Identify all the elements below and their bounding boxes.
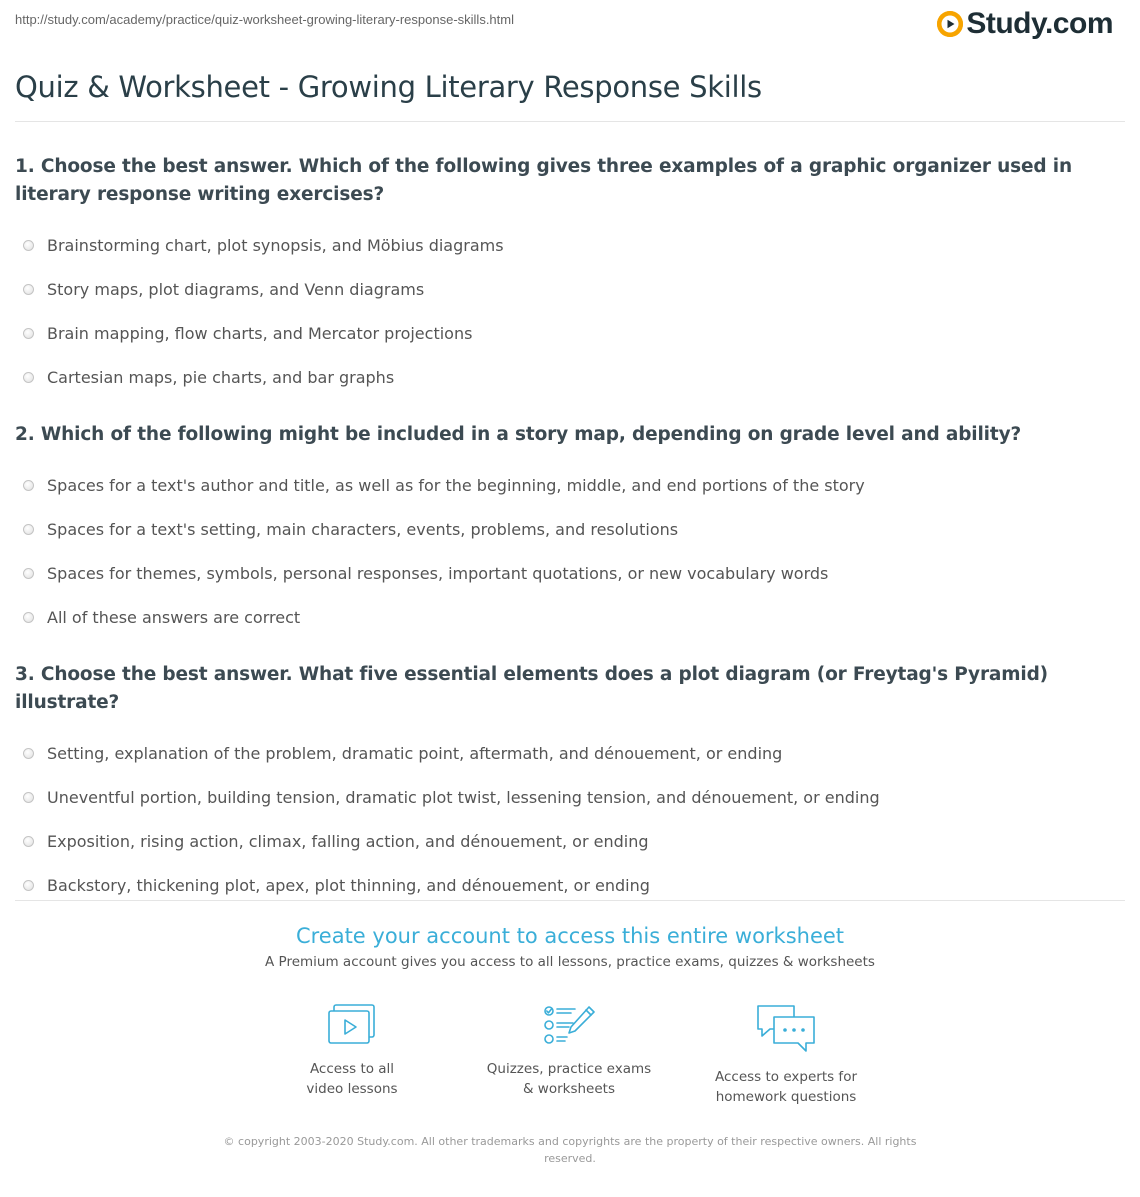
answer-option[interactable] [15, 551, 1115, 595]
radio-button[interactable] [23, 836, 34, 847]
feature-video-lessons [252, 1003, 452, 1099]
answer-option[interactable] [15, 311, 1115, 355]
play-circle-icon [937, 11, 963, 37]
title-divider [15, 121, 1125, 122]
radio-button[interactable] [23, 880, 34, 891]
question-text: 3. Choose the best answer. What five essential elements does a plot diagram (or Freytag's Pyramid) illustrate? [15, 664, 1048, 713]
question-1 [15, 153, 1115, 399]
answer-list [15, 223, 1115, 399]
copyright-line: © copyright 2003-2020 Study.com. All other trademarks and copyrights are the property of their respective owners. All rights [223, 1135, 917, 1148]
question-text: 1. Choose the best answer. Which of the following gives three examples of a graphic organizer used in literary response writing exercises? [15, 156, 1072, 205]
radio-button[interactable] [23, 524, 34, 535]
answer-option[interactable] [15, 463, 1115, 507]
radio-button[interactable] [23, 480, 34, 491]
copyright-notice [0, 1133, 1140, 1167]
radio-button[interactable] [23, 372, 34, 383]
answer-list [15, 463, 1115, 639]
create-account-link[interactable]: Create your account to access this entire worksheet [295, 924, 845, 948]
study-logo[interactable] [937, 7, 1113, 41]
chat-bubbles-icon [686, 1003, 886, 1055]
answer-label: Story maps, plot diagrams, and Venn diagrams [47, 279, 425, 299]
answer-option[interactable] [15, 355, 1115, 399]
page-title: Quiz & Worksheet - Growing Literary Response Skills [15, 70, 762, 104]
copyright-line: reserved. [544, 1152, 596, 1165]
question-3 [15, 661, 1115, 907]
feature-label: Access to all video lessons [306, 1061, 398, 1097]
answer-label: Uneventful portion, building tension, dramatic plot twist, lessening tension, and dénouement, or ending [47, 787, 880, 807]
radio-button[interactable] [23, 328, 34, 339]
answer-option[interactable] [15, 267, 1115, 311]
premium-features [0, 1003, 1140, 1113]
answer-label: All of these answers are correct [47, 607, 301, 627]
answer-option[interactable] [15, 223, 1115, 267]
answer-label: Brainstorming chart, plot synopsis, and Möbius diagrams [47, 235, 504, 255]
video-lessons-icon [252, 1003, 452, 1047]
feature-quizzes [469, 1003, 669, 1099]
page-url: http://study.com/academy/practice/quiz-worksheet-growing-literary-response-skills.html [15, 12, 514, 27]
answer-label: Backstory, thickening plot, apex, plot thinning, and dénouement, or ending [47, 875, 650, 895]
answer-label: Spaces for a text's author and title, as well as for the beginning, middle, and end portions of the story [47, 475, 865, 495]
answer-list [15, 731, 1115, 907]
answer-label: Spaces for themes, symbols, personal responses, important quotations, or new vocabulary words [47, 563, 829, 583]
radio-button[interactable] [23, 568, 34, 579]
feature-label: Quizzes, practice exams & worksheets [486, 1061, 652, 1097]
question-2 [15, 421, 1115, 639]
radio-button[interactable] [23, 284, 34, 295]
answer-option[interactable] [15, 595, 1115, 639]
cta-subtitle: A Premium account gives you access to all lessons, practice exams, quizzes & worksheets [265, 954, 875, 970]
feature-experts [686, 1003, 886, 1107]
radio-button[interactable] [23, 792, 34, 803]
answer-option[interactable] [15, 775, 1115, 819]
answer-label: Setting, explanation of the problem, dramatic point, aftermath, and dénouement, or ending [47, 743, 783, 763]
question-text: 2. Which of the following might be included in a story map, depending on grade level and ability? [15, 424, 1022, 445]
feature-label: Access to experts for homework questions [714, 1069, 857, 1105]
section-divider [15, 900, 1125, 901]
answer-label: Cartesian maps, pie charts, and bar graphs [47, 367, 395, 387]
answer-option[interactable] [15, 731, 1115, 775]
top-bar [15, 0, 1125, 44]
answer-option[interactable] [15, 819, 1115, 863]
answer-option[interactable] [15, 507, 1115, 551]
answer-label: Spaces for a text's setting, main characters, events, problems, and resolutions [47, 519, 679, 539]
quiz-checklist-icon [469, 1003, 669, 1047]
radio-button[interactable] [23, 748, 34, 759]
radio-button[interactable] [23, 240, 34, 251]
logo-text: Study.com [966, 7, 1113, 40]
answer-label: Brain mapping, flow charts, and Mercator projections [47, 323, 473, 343]
radio-button[interactable] [23, 612, 34, 623]
answer-label: Exposition, rising action, climax, falling action, and dénouement, or ending [47, 831, 649, 851]
